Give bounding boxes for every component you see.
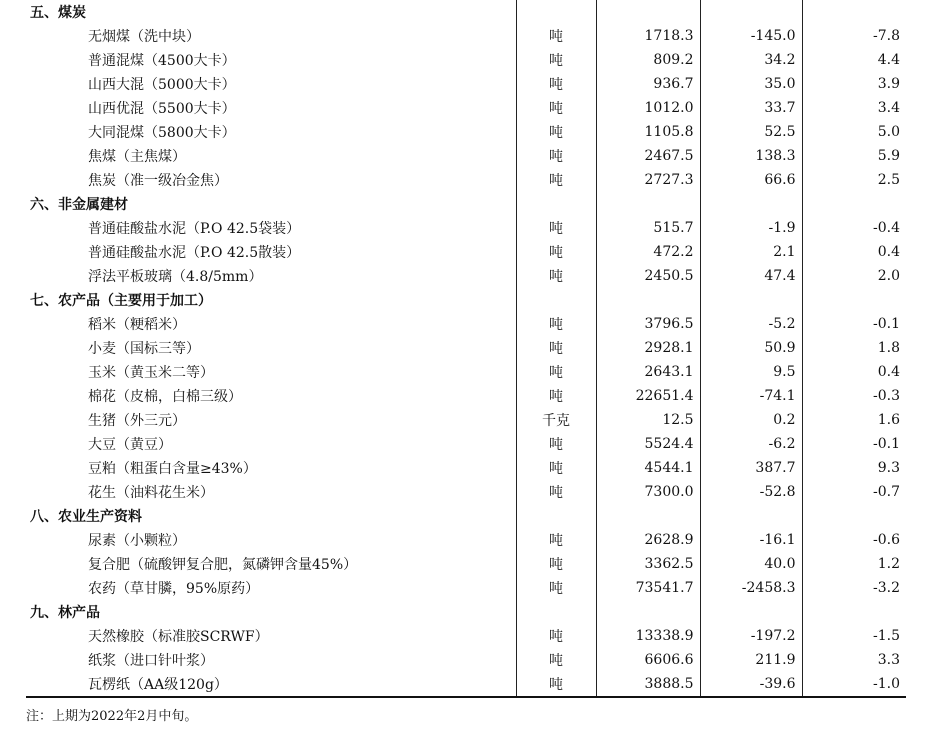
table-row [26,360,906,384]
percent-change-cell: 2.5 [802,168,906,192]
table-row [26,312,906,336]
empty-cell [516,192,596,216]
product-name-cell: 焦煤（主焦煤） [88,149,186,165]
empty-cell [516,504,596,528]
table-row [26,240,906,264]
price-cell: 1105.8 [596,120,700,144]
price-cell: 13338.9 [596,624,700,648]
empty-cell [802,192,906,216]
percent-change-cell: 5.0 [802,120,906,144]
price-change-cell: 40.0 [700,552,802,576]
empty-cell [516,288,596,312]
section-header-row [26,600,906,624]
product-name-cell: 普通硅酸盐水泥（P.O 42.5袋装） [88,221,301,237]
table-row [26,552,906,576]
table-row [26,576,906,600]
product-name-cell: 天然橡胶（标准胶SCRWF） [88,629,269,645]
product-name-cell: 焦炭（准一级冶金焦） [88,173,228,189]
percent-change-cell: -0.7 [802,480,906,504]
price-cell: 6606.6 [596,648,700,672]
table-row [26,336,906,360]
price-cell: 2628.9 [596,528,700,552]
price-change-cell: -1.9 [700,216,802,240]
price-cell: 2467.5 [596,144,700,168]
product-name-cell: 稻米（粳稻米） [88,317,186,333]
percent-change-cell: -0.6 [802,528,906,552]
price-change-cell: 2.1 [700,240,802,264]
empty-cell [700,0,802,24]
percent-change-cell: -0.1 [802,312,906,336]
product-name-cell: 无烟煤（洗中块） [88,29,200,45]
unit-cell: 吨 [516,48,596,72]
empty-cell [802,504,906,528]
unit-cell: 吨 [516,24,596,48]
price-cell: 12.5 [596,408,700,432]
percent-change-cell: -1.0 [802,672,906,697]
price-table-container [26,0,906,698]
price-cell: 936.7 [596,72,700,96]
price-change-cell: 35.0 [700,72,802,96]
empty-cell [516,600,596,624]
price-change-cell: 33.7 [700,96,802,120]
empty-cell [596,192,700,216]
price-cell: 4544.1 [596,456,700,480]
section-title: 五、煤炭 [30,5,86,21]
price-change-cell: -52.8 [700,480,802,504]
product-name-cell: 豆粕（粗蛋白含量≥43%） [88,461,257,477]
price-change-cell: 138.3 [700,144,802,168]
price-change-cell: 387.7 [700,456,802,480]
section-header-row [26,0,906,24]
empty-cell [700,504,802,528]
table-row [26,480,906,504]
price-change-cell: -197.2 [700,624,802,648]
percent-change-cell: 3.9 [802,72,906,96]
price-change-cell: 9.5 [700,360,802,384]
price-cell: 809.2 [596,48,700,72]
percent-change-cell: -0.3 [802,384,906,408]
table-row [26,672,906,697]
table-row [26,72,906,96]
unit-cell: 吨 [516,528,596,552]
percent-change-cell: 4.4 [802,48,906,72]
product-name-cell: 纸浆（进口针叶浆） [88,653,214,669]
section-title: 九、林产品 [30,605,100,621]
percent-change-cell: -0.1 [802,432,906,456]
product-name-cell: 尿素（小颗粒） [88,533,186,549]
product-name-cell: 生猪（外三元） [88,413,186,429]
percent-change-cell: 1.8 [802,336,906,360]
product-name-cell: 普通混煤（4500大卡） [88,53,236,69]
unit-cell: 吨 [516,72,596,96]
price-table [26,0,906,698]
price-cell: 73541.7 [596,576,700,600]
empty-cell [596,288,700,312]
price-cell: 3888.5 [596,672,700,697]
percent-change-cell: 9.3 [802,456,906,480]
unit-cell: 吨 [516,336,596,360]
unit-cell: 吨 [516,384,596,408]
price-cell: 472.2 [596,240,700,264]
price-change-cell: 66.6 [700,168,802,192]
price-change-cell: 34.2 [700,48,802,72]
price-cell: 22651.4 [596,384,700,408]
product-name-cell: 农药（草甘膦，95%原药） [88,581,260,597]
price-cell: 3362.5 [596,552,700,576]
table-row [26,408,906,432]
percent-change-cell: -7.8 [802,24,906,48]
percent-change-cell: 0.4 [802,240,906,264]
table-row [26,48,906,72]
empty-cell [516,0,596,24]
percent-change-cell: 1.2 [802,552,906,576]
price-change-cell: 0.2 [700,408,802,432]
product-name-cell: 复合肥（硫酸钾复合肥，氮磷钾含量45%） [88,557,358,573]
percent-change-cell: 3.4 [802,96,906,120]
section-title: 六、非金属建材 [30,197,128,213]
section-header-row [26,504,906,528]
unit-cell: 吨 [516,576,596,600]
table-row [26,24,906,48]
price-cell: 2727.3 [596,168,700,192]
percent-change-cell: -1.5 [802,624,906,648]
empty-cell [700,600,802,624]
unit-cell: 吨 [516,144,596,168]
table-row [26,168,906,192]
unit-cell: 吨 [516,552,596,576]
product-name-cell: 山西大混（5000大卡） [88,77,236,93]
percent-change-cell: 5.9 [802,144,906,168]
empty-cell [802,0,906,24]
unit-cell: 吨 [516,312,596,336]
unit-cell: 吨 [516,240,596,264]
unit-cell: 吨 [516,480,596,504]
table-row [26,456,906,480]
price-cell: 515.7 [596,216,700,240]
section-title: 七、农产品（主要用于加工） [30,293,212,309]
section-header-row [26,288,906,312]
price-change-cell: -39.6 [700,672,802,697]
unit-cell: 千克 [516,408,596,432]
unit-cell: 吨 [516,432,596,456]
percent-change-cell: -0.4 [802,216,906,240]
unit-cell: 吨 [516,456,596,480]
price-cell: 1012.0 [596,96,700,120]
table-row [26,432,906,456]
empty-cell [596,504,700,528]
price-cell: 7300.0 [596,480,700,504]
table-row [26,96,906,120]
price-change-cell: -5.2 [700,312,802,336]
percent-change-cell: 1.6 [802,408,906,432]
price-cell: 2928.1 [596,336,700,360]
percent-change-cell: 3.3 [802,648,906,672]
empty-cell [596,0,700,24]
price-cell: 1718.3 [596,24,700,48]
price-change-cell: -74.1 [700,384,802,408]
empty-cell [700,192,802,216]
empty-cell [700,288,802,312]
unit-cell: 吨 [516,168,596,192]
product-name-cell: 浮法平板玻璃（4.8/5mm） [88,269,263,285]
product-name-cell: 花生（油料花生米） [88,485,214,501]
percent-change-cell: 0.4 [802,360,906,384]
section-title: 八、农业生产资料 [30,509,142,525]
unit-cell: 吨 [516,624,596,648]
price-cell: 2450.5 [596,264,700,288]
unit-cell: 吨 [516,264,596,288]
table-row [26,384,906,408]
price-table-body [26,0,906,697]
price-change-cell: -6.2 [700,432,802,456]
unit-cell: 吨 [516,120,596,144]
unit-cell: 吨 [516,360,596,384]
table-row [26,648,906,672]
empty-cell [802,288,906,312]
percent-change-cell: -3.2 [802,576,906,600]
table-row [26,624,906,648]
product-name-cell: 小麦（国标三等） [88,341,200,357]
product-name-cell: 山西优混（5500大卡） [88,101,236,117]
product-name-cell: 大豆（黄豆） [88,437,172,453]
price-change-cell: 52.5 [700,120,802,144]
percent-change-cell: 2.0 [802,264,906,288]
table-row [26,264,906,288]
empty-cell [596,600,700,624]
price-cell: 2643.1 [596,360,700,384]
product-name-cell: 瓦楞纸（AA级120g） [26,672,516,697]
price-change-cell: -145.0 [700,24,802,48]
empty-cell [802,600,906,624]
price-change-cell: -16.1 [700,528,802,552]
unit-cell: 吨 [516,648,596,672]
table-row [26,144,906,168]
price-cell: 3796.5 [596,312,700,336]
product-name-cell: 大同混煤（5800大卡） [88,125,236,141]
unit-cell: 吨 [516,672,596,697]
price-change-cell: 211.9 [700,648,802,672]
price-change-cell: -2458.3 [700,576,802,600]
table-row [26,120,906,144]
product-name-cell: 棉花（皮棉，白棉三级） [88,389,242,405]
unit-cell: 吨 [516,216,596,240]
footnote: 注：上期为2022年2月中旬。 [26,709,198,724]
price-cell: 5524.4 [596,432,700,456]
table-row [26,528,906,552]
table-row [26,216,906,240]
product-name-cell: 玉米（黄玉米二等） [88,365,214,381]
price-change-cell: 47.4 [700,264,802,288]
section-header-row [26,192,906,216]
unit-cell: 吨 [516,96,596,120]
price-change-cell: 50.9 [700,336,802,360]
product-name-cell: 普通硅酸盐水泥（P.O 42.5散装） [88,245,301,261]
